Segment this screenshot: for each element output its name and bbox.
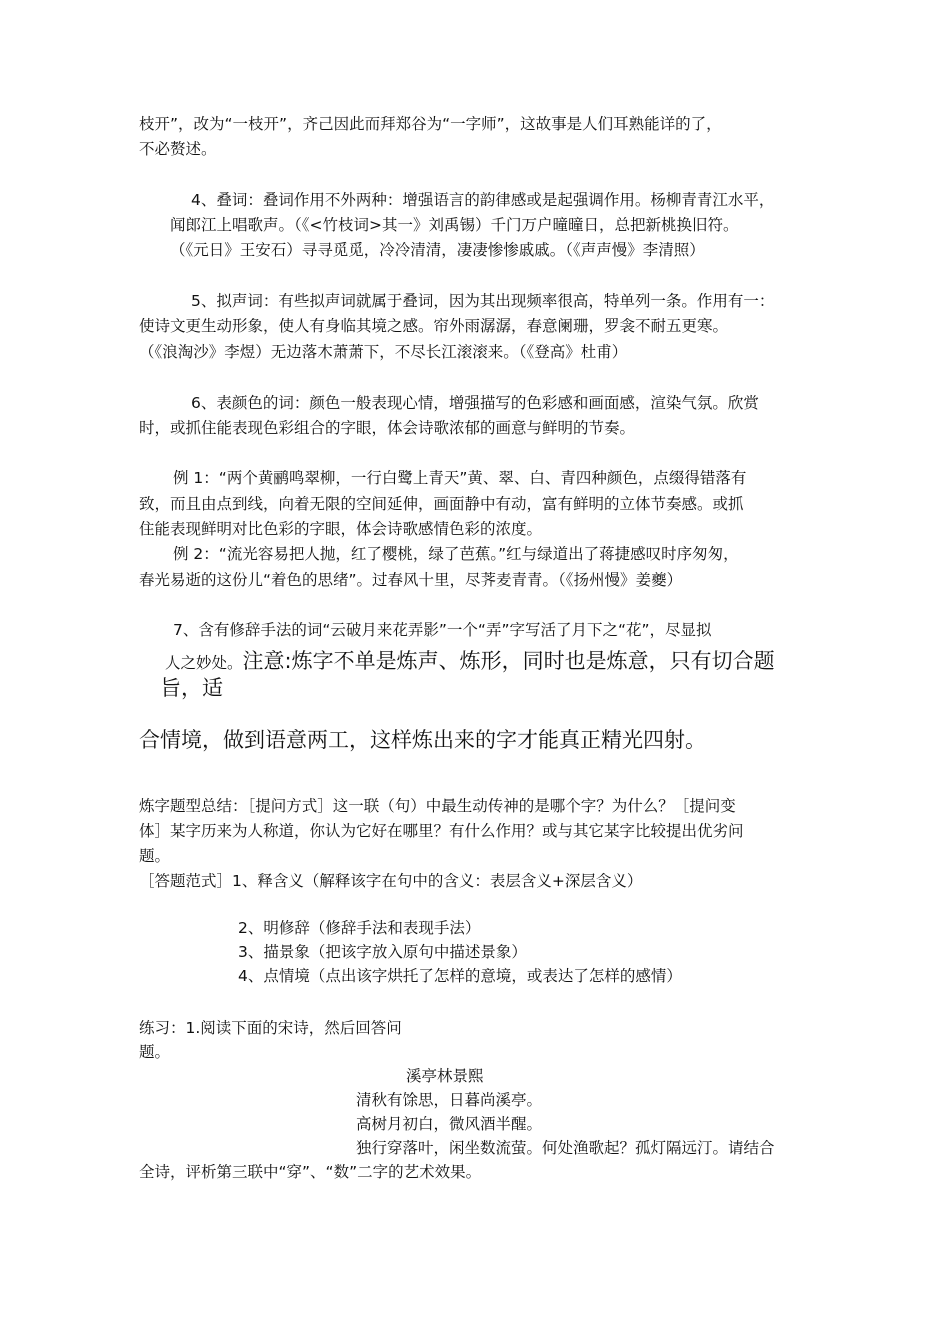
summary-line1: 炼字题型总结：［提问方式］这一联（句）中最生动传神的是哪个字？为什么？［提问变 (139, 797, 736, 815)
para7-line4: 合情境，做到语意两工，这样炼出来的字才能真正精光四射。 (139, 728, 706, 752)
example1-line3: 住能表现鲜明对比色彩的字眼，体会诗歌感情色彩的浓度。 (139, 520, 543, 538)
para6-line1: 6、表颜色的词：颜色一般表现心情，增强描写的色彩感和画面感，渲染气氛。欣赏 (191, 394, 759, 412)
para7-line2-emphasis: 注意:炼字不单是炼声、炼形，同时也是炼意，只有切合题 (242, 649, 775, 673)
poem-line1: 清秋有馀思，日暮尚溪亭。 (356, 1091, 543, 1109)
poem-line2: 高树月初白，微风酒半醒。 (356, 1115, 543, 1133)
para7-line3: 旨，适 (160, 676, 223, 700)
exercise-line1: 练习：1.阅读下面的宋诗，然后回答问 (139, 1019, 402, 1037)
para4-line3: （《元日》王安石）寻寻觅觅，冷冷清清，凄凄惨惨戚戚。（《声声慢》李清照） (170, 241, 705, 259)
summary-line2: 体］某字历来为人称道，你认为它好在哪里？有什么作用？或与其它某字比较提出优劣问 (139, 822, 744, 840)
para7-line1: 7、含有修辞手法的词“云破月来花弄影”一个“弄”字写活了月下之“花”，尽显拟 (173, 621, 712, 639)
para1-line1: 枝开”，改为“一枝开”，齐己因此而拜郑谷为“一字师”，这故事是人们耳熟能详的了， (139, 115, 722, 133)
para5-line3: （《浪淘沙》李煜）无边落木萧萧下，不尽长江滚滚来。（《登高》杜甫） (139, 343, 628, 361)
summary-step4: 4、点情境（点出该字烘托了怎样的意境，或表达了怎样的感情） (238, 967, 682, 985)
para1-line2: 不必赘述。 (139, 140, 217, 158)
example1-line1: 例 1：“两个黄鹂鸣翠柳，一行白鹭上青天”黄、翠、白、青四种颜色，点缀得错落有 (173, 469, 747, 487)
para7-line2 (165, 646, 775, 678)
summary-step3: 3、描景象（把该字放入原句中描述景象） (238, 943, 527, 961)
summary-line3: 题。 (139, 847, 171, 865)
example2-line1: 例 2：“流光容易把人抛，红了樱桃，绿了芭蕉。”红与绿道出了蒋捷感叹时序匆匆， (173, 545, 739, 563)
exercise-line2: 题。 (139, 1043, 171, 1061)
para7-line2-small: 人之妙处。 (165, 654, 243, 672)
example1-line2: 致，而且由点到线，向着无限的空间延伸，画面静中有动，富有鲜明的立体节奏感。或抓 (139, 495, 744, 513)
poem-title: 溪亭林景熙 (406, 1067, 484, 1085)
para5-line2: 使诗文更生动形象，使人有身临其境之感。帘外雨潺潺，春意阑珊，罗衾不耐五更寒。 (139, 317, 729, 335)
para5-line1: 5、拟声词：有些拟声词就属于叠词，因为其出现频率很高，特单列一条。作用有一： (191, 292, 775, 310)
para6-line2: 时，或抓住能表现色彩组合的字眼，体会诗歌浓郁的画意与鲜明的节奏。 (139, 419, 636, 437)
example2-line2: 春光易逝的这份儿“着色的思绪”。过春风十里，尽荠麦青青。（《扬州慢》姜夔） (139, 571, 683, 589)
para4-line1: 4、叠词：叠词作用不外两种：增强语言的韵律感或是起强调作用。杨柳青青江水平， (191, 191, 775, 209)
question-line2: 全诗，评析第三联中“穿”、“数”二字的艺术效果。 (139, 1163, 482, 1181)
poem-line3: 独行穿落叶，闲坐数流萤。何处渔歌起？孤灯隔远汀。请结合 (356, 1139, 775, 1157)
para4-line2: 闻郎江上唱歌声。（《<竹枝词>其一》刘禹锡）千门万户曈曈日，总把新桃换旧符。 (170, 216, 739, 234)
summary-step2: 2、明修辞（修辞手法和表现手法） (238, 919, 481, 937)
summary-line4: ［答题范式］1、释含义（解释该字在句中的含义：表层含义+深层含义） (139, 872, 643, 890)
